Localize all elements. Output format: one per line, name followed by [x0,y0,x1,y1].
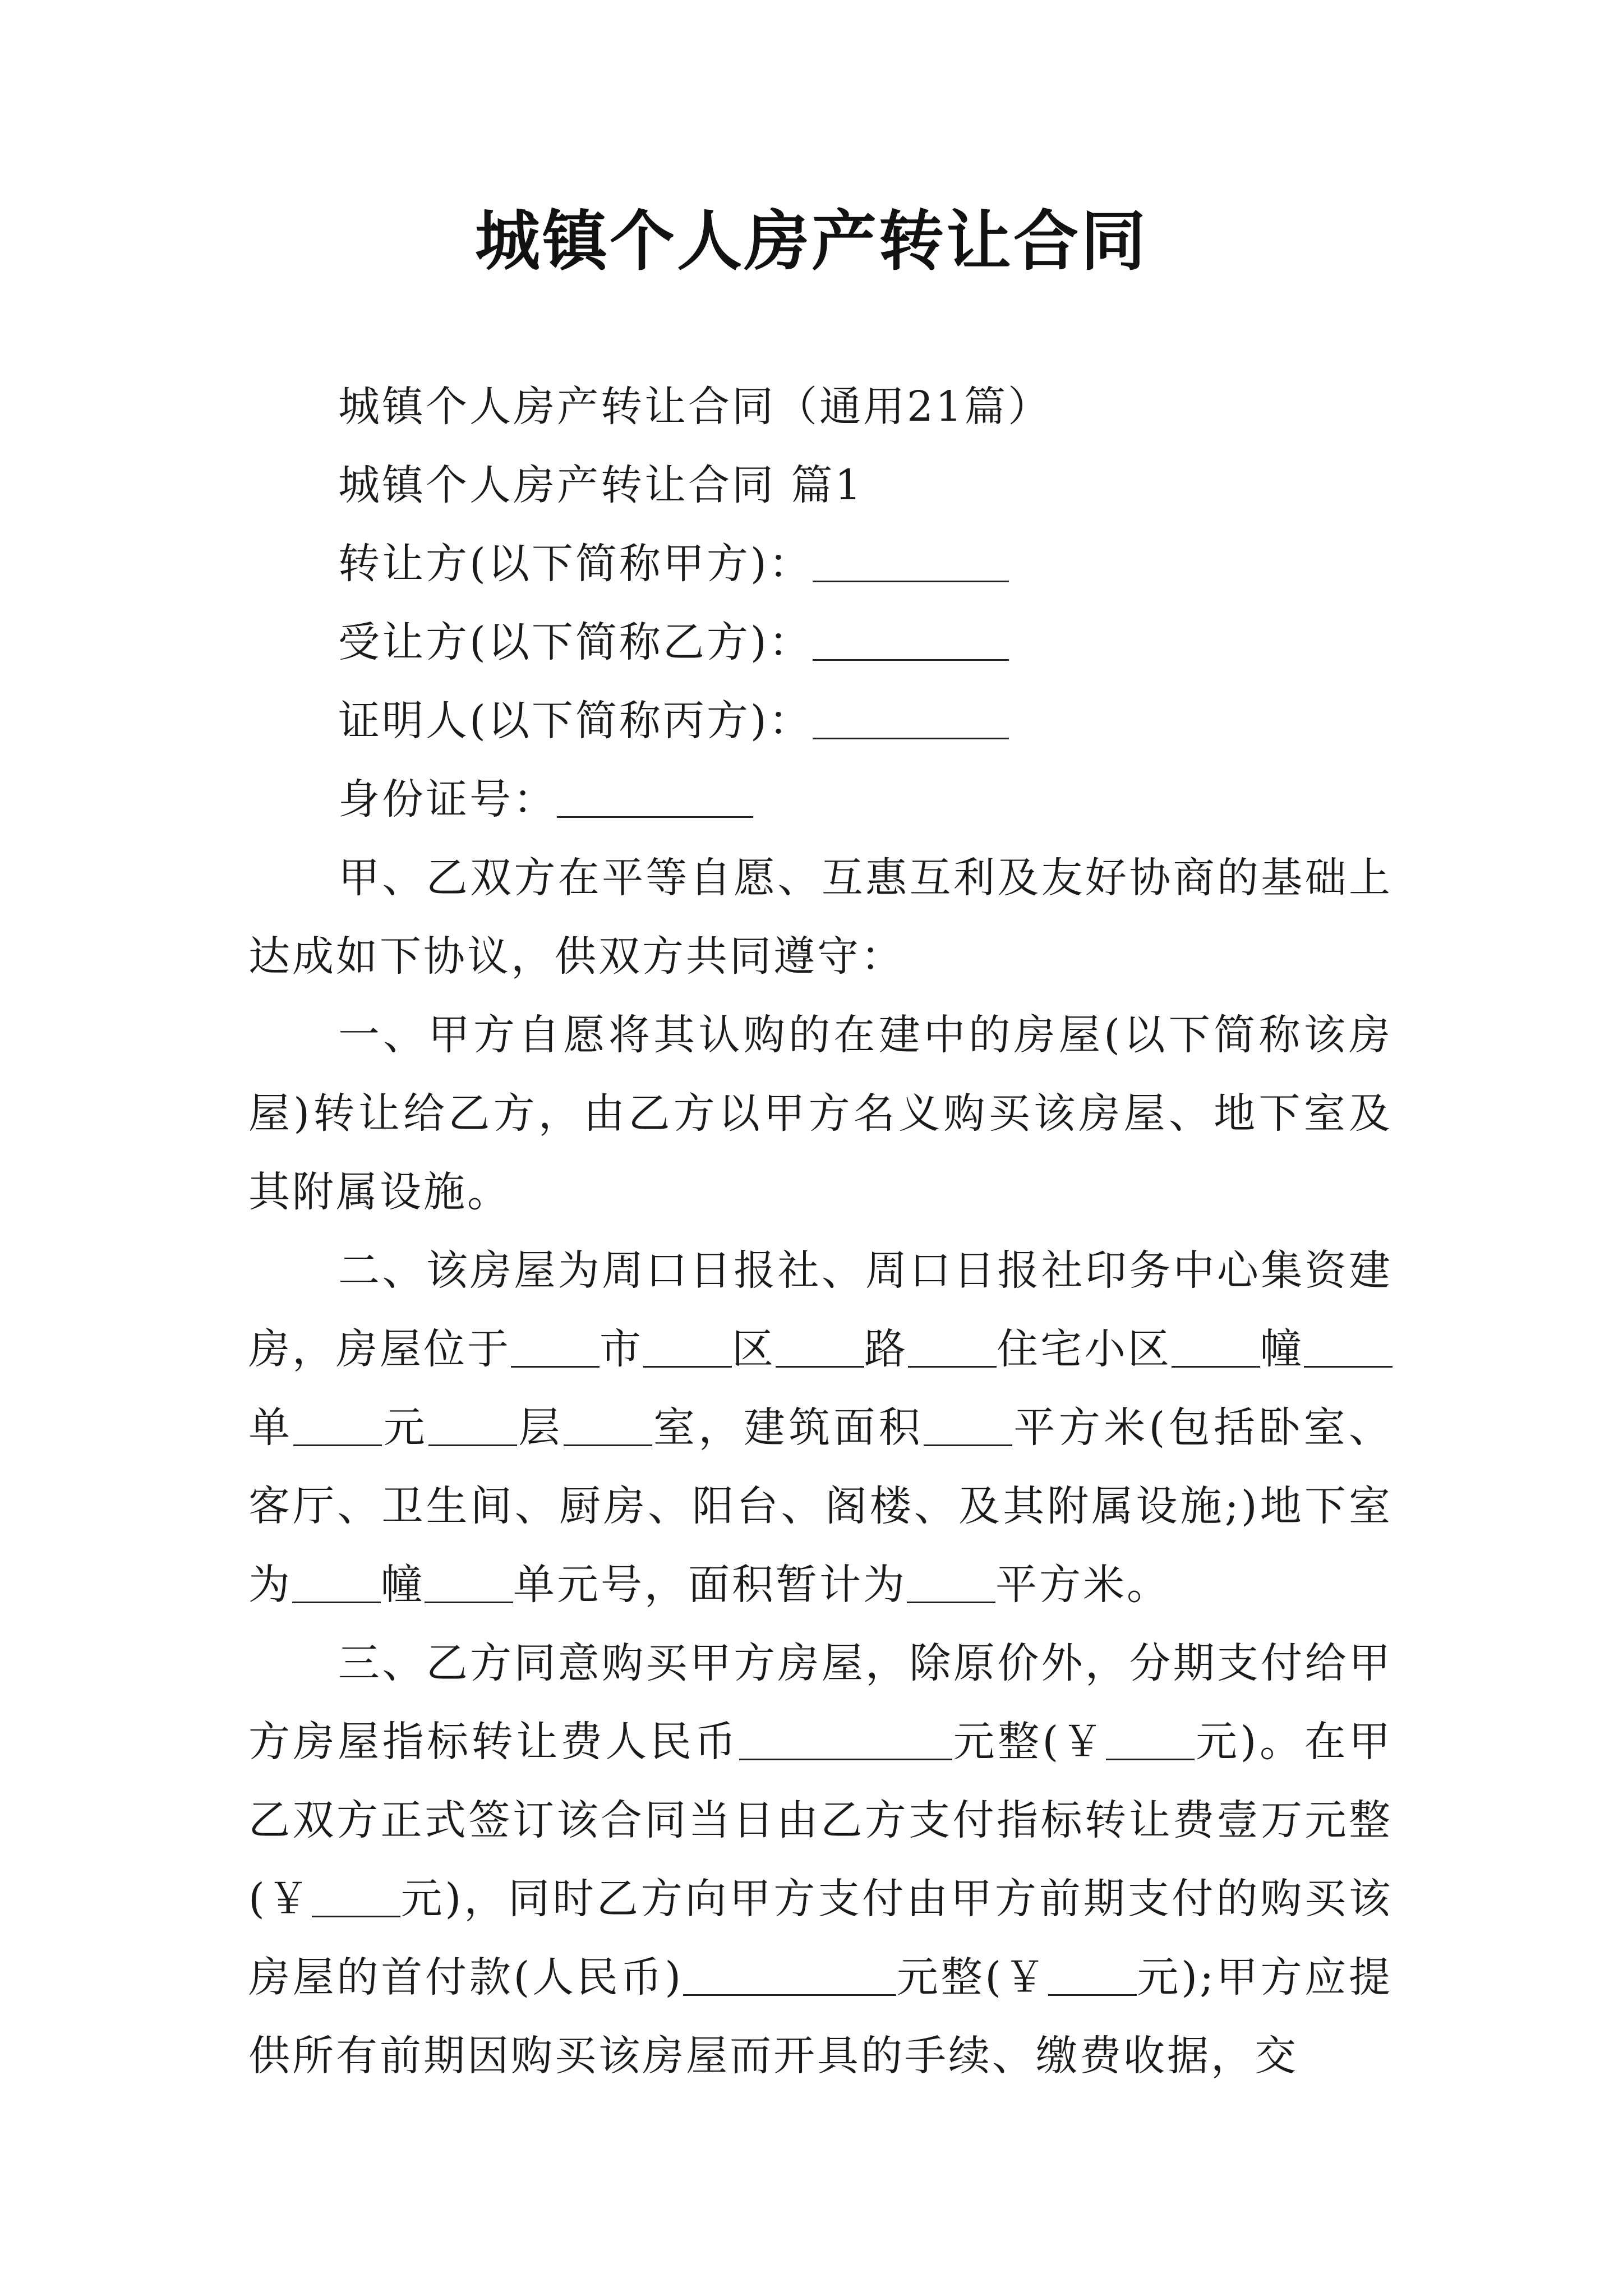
building-label: 幢 [1260,1325,1304,1373]
basement-unit-blank [425,1562,513,1603]
subtitle-text: 城镇个人房产转让合同（通用21篇） [338,383,1052,431]
clause-1-paragraph [248,996,1393,1231]
clause-3-text-6: 元);甲方应提供所有前期因购买该房屋而开具的手续、缴费收据，交 [248,1953,1393,2080]
road-blank [776,1327,864,1368]
room-label: 室，建筑面积 [652,1404,924,1452]
party-a-line [248,524,1393,603]
unit-blank [1304,1327,1393,1368]
document-title: 城镇个人房产转让合同 [475,203,1148,279]
district-blank [643,1327,732,1368]
party-b-line [248,603,1393,682]
down-payment-yen-blank [1048,1955,1137,1996]
area-label: 平方米(包括卧室、客厅、卫生间、厨房、阳台、阁楼、及其附属设施;)地下室为 [248,1404,1393,1609]
floor-label: 层 [517,1404,564,1452]
clause-3-text-2: 元整(￥ [952,1718,1106,1766]
article-heading-line [248,446,1393,524]
district-label: 区 [732,1325,776,1373]
witness-blank [813,698,1009,739]
basement-building-label: 幢 [381,1561,425,1609]
clause-3-paragraph [248,1624,1393,2095]
community-label: 住宅小区 [997,1325,1172,1373]
community-blank [908,1327,997,1368]
witness-label: 证明人(以下简称丙方)： [338,697,813,745]
building-blank [1172,1327,1260,1368]
clause-1-text: 一、甲方自愿将其认购的在建中的房屋(以下简称该房屋)转让给乙方，由乙方以甲方名义购买该房屋、地下室及其附属设施。 [248,1011,1393,1216]
basement-unit-label: 单元号，面积暂计为 [513,1561,907,1609]
unit2-label: 元 [382,1404,429,1452]
city-blank [511,1327,600,1368]
party-b-label: 受让方(以下简称乙方)： [338,618,813,666]
intro-paragraph [248,839,1393,996]
document-body [248,367,1393,2095]
article-heading-text: 城镇个人房产转让合同 篇1 [338,461,864,509]
road-label: 路 [864,1325,908,1373]
unit2-blank [293,1405,382,1446]
party-b-blank [813,620,1009,661]
clause-3-text-3: 元)。在甲乙双方正式签订该合同当日由乙方支付指标转让费壹万元整(￥ [248,1718,1393,1923]
deposit-yen-blank [312,1876,400,1917]
transfer-fee-yen-blank [1106,1719,1195,1760]
city-label: 市 [600,1325,643,1373]
party-a-blank [813,541,1009,582]
id-label: 身份证号： [338,775,557,823]
basement-area-blank [907,1562,995,1603]
clause-3-text-1: 三、乙方同意购买甲方房屋，除原价外，分期支付给甲方房屋指标转让费人民币 [248,1639,1393,1766]
basement-building-blank [292,1562,381,1603]
id-line [248,760,1393,839]
party-a-label: 转让方(以下简称甲方)： [338,540,813,588]
clause-2-paragraph [248,1231,1393,1624]
clause-3-text-5: 元整(￥ [896,1953,1048,2001]
floor-blank [428,1405,517,1446]
transfer-fee-blank [739,1719,952,1760]
clause-2-text: 二、该房屋为周口日报社、周口日报社印务中心集资建房，房屋位于 [248,1246,1393,1373]
area-blank [924,1405,1012,1446]
basement-area-label: 平方米。 [995,1561,1170,1609]
id-blank [557,777,753,818]
down-payment-blank [683,1955,896,1996]
intro-text: 甲、乙双方在平等自愿、互惠互利及友好协商的基础上达成如下协议，供双方共同遵守： [248,854,1393,981]
witness-line [248,682,1393,760]
room-blank [564,1405,652,1446]
clause-3-text-4: 元)，同时乙方向甲方支付由甲方前期支付的购买该房屋的首付款(人民币) [248,1875,1393,2001]
unit-label: 单 [248,1404,294,1452]
subtitle-line [248,367,1393,446]
